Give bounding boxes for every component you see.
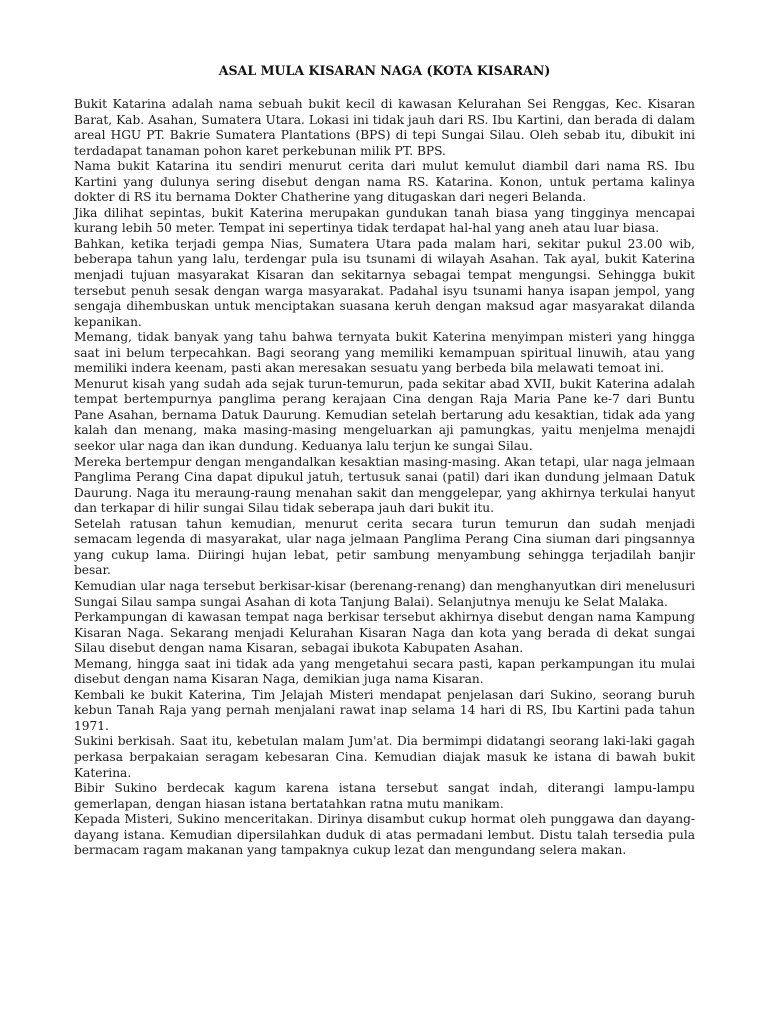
paragraph: Mereka bertempur dengan mengandalkan kesaktian masing-masing. Akan tetapi, ular naga jelmaan Panglima Perang Cina dapat dipukul jatuh, tertusuk sanai (patil) dari ikan dundung jelmaan Datuk Daurung. Naga itu meraung-raung menahan sakit dan menggelepar, yang akhirnya terkulai hanyut dan terkapar di hilir sungai Silau tidak seberapa jauh dari bukit itu.	[74, 454, 695, 516]
paragraph: Perkampungan di kawasan tempat naga berkisar tersebut akhirnya disebut dengan nama Kampung Kisaran Naga. Sekarang menjadi Kelurahan Kisaran Naga dan kota yang berada di dekat sungai Silau disebut dengan nama Kisaran, sebagai ibukota Kabupaten Asahan.	[74, 610, 695, 656]
paragraph: Kembali ke bukit Katerina, Tim Jelajah Misteri mendapat penjelasan dari Sukino, seorang buruh kebun Tanah Raja yang pernah menjalani rawat inap selama 14 hari di RS, Ibu Kartini pada tahun 1971.	[74, 687, 695, 733]
document-title: ASAL MULA KISARAN NAGA (KOTA KISARAN)	[218, 63, 551, 78]
paragraph: Jika dilihat sepintas, bukit Katerina merupakan gundukan tanah biasa yang tingginya mencapai kurang lebih 50 meter. Tempat ini sepertinya tidak terdapat hal-hal yang aneh atau luar biasa.	[74, 205, 695, 236]
paragraph: Nama bukit Katarina itu sendiri menurut cerita dari mulut kemulut diambil dari nama RS. Ibu Kartini yang dulunya sering disebut dengan nama RS. Katarina. Konon, untuk pertama kalinya dokter di RS itu bernama Dokter Chatherine yang ditugaskan dari negeri Belanda.	[74, 159, 695, 205]
paragraph: Bibir Sukino berdecak kagum karena istana tersebut sangat indah, diterangi lampu-lampu gemerlapan, dengan hiasan istana bertatahkan ratna mutu manikam.	[74, 781, 695, 811]
paragraph: Setelah ratusan tahun kemudian, menurut cerita secara turun temurun dan sudah menjadi semacam legenda di masyarakat, ular naga jelmaan Panglima Perang Cina siuman dari pingsannya yang cukup lama. Diiringi hujan lebat, petir sambung menyambung sehingga terjadilah banjir besar.	[74, 516, 695, 578]
paragraph: Kepada Misteri, Sukino menceritakan. Dirinya disambut cukup hormat oleh punggawa dan dayang-dayang istana. Kemudian dipersilahkan duduk di atas permadani lembut. Distu talah tersedia pula bermacam ragam makanan yang tampaknya cukup lezat dan mengundang selera makan.	[74, 812, 695, 858]
paragraph: Sukini berkisah. Saat itu, kebetulan malam Jum'at. Dia bermimpi didatangi seorang laki-laki gagah perkasa berpakaian seragam kebesaran Cina. Kemudian diajak masuk ke istana di bawah bukit Katerina.	[74, 734, 695, 780]
paragraph: Bukit Katarina adalah nama sebuah bukit kecil di kawasan Kelurahan Sei Renggas, Kec. Kisaran Barat, Kab. Asahan, Sumatera Utara. Lokasi ini tidak jauh dari RS. Ibu Kartini, dan berada di dalam areal HGU PT. Bakrie Sumatera Plantations (BPS) di tepi Sungai Silau. Oleh sebab itu, dibukit ini terdadapat tanaman pohon karet perkebunan milik PT. BPS.	[74, 97, 695, 158]
paragraph: Kemudian ular naga tersebut berkisar-kisar (berenang-renang) dan menghanyutkan diri menelusuri Sungai Silau sampa sungai Asahan di kota Tanjung Balai). Selanjutnya menuju ke Selat Malaka.	[74, 578, 695, 609]
paragraph: Bahkan, ketika terjadi gempa Nias, Sumatera Utara pada malam hari, sekitar pukul 23.00 wib, beberapa tahun yang lalu, terdengar pula isu tsunami di wilayah Asahan. Tak ayal, bukit Katerina menjadi tujuan masyarakat Kisaran dan sekitarnya sebagai tempat mengungsi. Sehingga bukit tersebut penuh sesak dengan warga masyarakat. Padahal isyu tsunami hanya isapan jempol, yang sengaja dihembuskan untuk menciptakan suasana keruh dengan maksud agar masyarakat dilanda kepanikan.	[74, 236, 695, 329]
paragraph: Menurut kisah yang sudah ada sejak turun-temurun, pada sekitar abad XVII, bukit Katerina adalah tempat bertempurnya panglima perang kerajaan Cina dengan Raja Maria Pane ke-7 dari Buntu Pane Asahan, bernama Datuk Daurung. Kemudian setelah bertarung adu kesaktian, tidak ada yang kalah dan menang, maka masing-masing mengeluarkan aji pamungkas, yaitu menjelma menajdi seekor ular naga dan ikan dundung. Keduanya lalu terjun ke sungai Silau.	[74, 376, 695, 454]
document-body	[74, 63, 695, 859]
paragraph: Memang, tidak banyak yang tahu bahwa ternyata bukit Katerina menyimpan misteri yang hingga saat ini belum terpecahkan. Bagi seorang yang memiliki kemampuan spiritual linuwih, atau yang memiliki indera keenam, pasti akan meresakan sesuatu yang berbeda bila melawati temoat ini.	[74, 330, 695, 376]
paragraph: Memang, hingga saat ini tidak ada yang mengetahui secara pasti, kapan perkampungan itu mulai disebut dengan nama Kisaran Naga, demikian juga nama Kisaran.	[74, 656, 695, 687]
